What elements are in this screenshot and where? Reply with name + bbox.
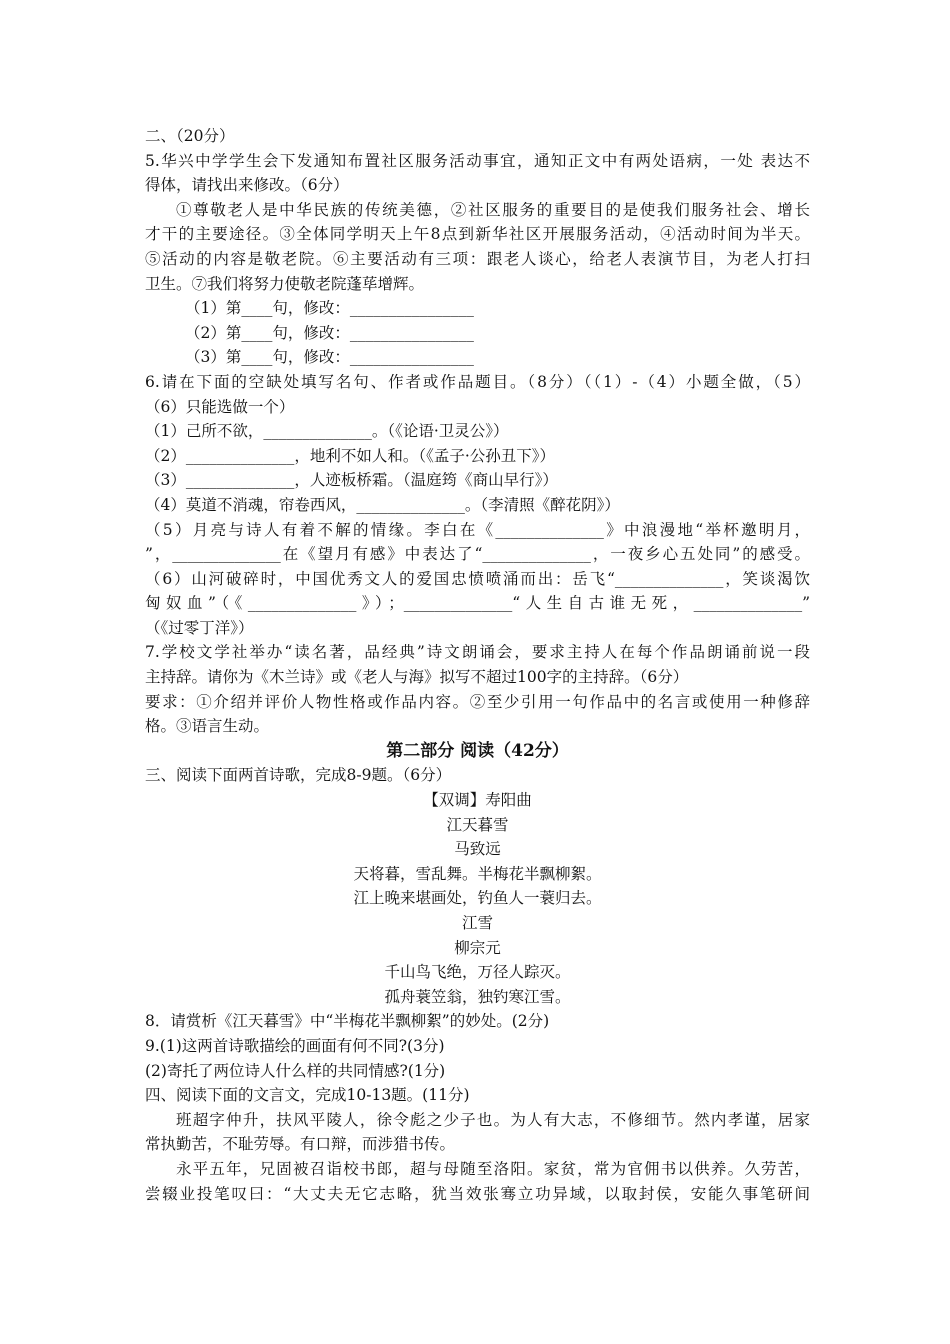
document-body [145,124,810,1206]
text-line: 【双调】寿阳曲 [423,791,532,810]
text-line: 千山鸟飞绝，万径人踪灭。 [384,963,571,982]
text-line: 班超字仲升，扶风平陵人，徐令彪之少子也。为人有大志，不修细节。然内孝谨，居家 [176,1110,810,1129]
text-line: （6）山河破碎时，中国优秀文人的爱国忠愤喷涌而出：岳飞“______________，笑谈渴饮 [145,569,810,588]
text-line: ①尊敬老人是中华民族的传统美德，②社区服务的重要目的是使我们服务社会、增长 [176,200,810,219]
text-line: （3）______________，人迹板桥霜。（温庭筠《商山早行》） [145,471,558,490]
text-line: 卫生。⑦我们将努力使敬老院蓬荜增辉。 [145,274,425,293]
text-line: （4）莫道不消魂，帘卷西风，______________。（李清照《醉花阴》） [145,495,620,514]
text-line: 江上晚来堪画处，钓鱼人一蓑归去。 [353,889,602,908]
text-line: 得体，请找出来修改。（6分） [145,176,349,195]
text-line: 5.华兴中学学生会下发通知布置社区服务活动事宜，通知正文中有两处语病，一处 表达不 [145,151,810,170]
text-line: 江雪 [461,914,493,932]
text-line: 常执勤苦，不耻劳辱。有口辩，而涉猎书传。 [145,1135,456,1154]
text-line: 9.(1)这两首诗歌描绘的画面有何不同?(3分) [145,1036,445,1055]
text-line: （6）只能选做一个） [145,397,295,416]
text-line: 柳宗元 [454,938,501,957]
text-line: 才干的主要途径。③全体同学明天上午8点到新华社区开展服务活动，④活动时间为半天。 [145,225,810,244]
text-line: 8．请赏析《江天暮雪》中“半梅花半飘柳絮”的妙处。(2分) [145,1012,550,1031]
text-line: （《过零丁洋》） [145,618,254,637]
text-line: 马致远 [454,840,501,859]
text-line: ⑤活动的内容是敬老院。⑥主要活动有三项：跟老人谈心，给老人表演节目，为老人打扫 [145,249,810,268]
text-line: （1）己所不欲，______________。（《论语·卫灵公》） [145,422,509,441]
text-line: （5）月亮与诗人有着不解的情缘。李白在《______________》中浪漫地“举杯邀明月， [145,520,810,539]
text-line: 主持辞。请你为《木兰诗》或《老人与海》拟写不超过100字的主持辞。（6分） [145,668,689,687]
text-line: 三、阅读下面两首诗歌，完成8-9题。（6分） [145,766,452,785]
text-line: （2）______________，地利不如人和。（《孟子·公孙丑下》） [145,446,556,465]
text-line: 永平五年，兄固被召诣校书郎，超与母随至洛阳。家贫，常为官佣书以供养。久劳苦， [176,1159,810,1178]
text-line: 二、（20分） [145,127,235,145]
text-line: 天将暮，雪乱舞。半梅花半飘柳絮。 [353,864,602,883]
text-line: （2）第____句，修改：________________ [185,323,474,342]
text-line: 格。③语言生动。 [145,717,270,736]
text-line: 匈奴血”（《______________》）；______________“人生自古谁无死，______________” [145,594,810,613]
text-line: 7.学校文学社举办“读名著，品经典”诗文朗诵会，要求主持人在每个作品朗诵前说一段 [145,643,810,662]
section-heading: 第二部分 阅读（42分） [386,740,569,761]
text-line: 6.请在下面的空缺处填写名句、作者或作品题目。（8分）（（1）-（4）小题全做，（5） [145,372,810,391]
text-line: 江天暮雪 [446,815,509,834]
text-line: 孤舟蓑笠翁，独钓寒江雪。 [384,987,571,1006]
text-line: 要求：①介绍并评价人物性格或作品内容。②至少引用一句作品中的名言或使用一种修辞 [145,692,810,711]
text-line: ”，______________在《望月有感》中表达了“______________，一夜乡心五处同”的感受。 [145,545,810,564]
text-line: （1）第____句，修改：________________ [185,299,474,318]
text-line: 尝辍业投笔叹曰：“大丈夫无它志略，犹当效张骞立功异域，以取封侯，安能久事笔研间 [145,1184,810,1203]
text-line: 四、阅读下面的文言文，完成10-13题。(11分) [145,1086,470,1105]
text-line: （3）第____句，修改：________________ [185,348,474,367]
text-line: (2)寄托了两位诗人什么样的共同情感?(1分) [145,1061,446,1080]
